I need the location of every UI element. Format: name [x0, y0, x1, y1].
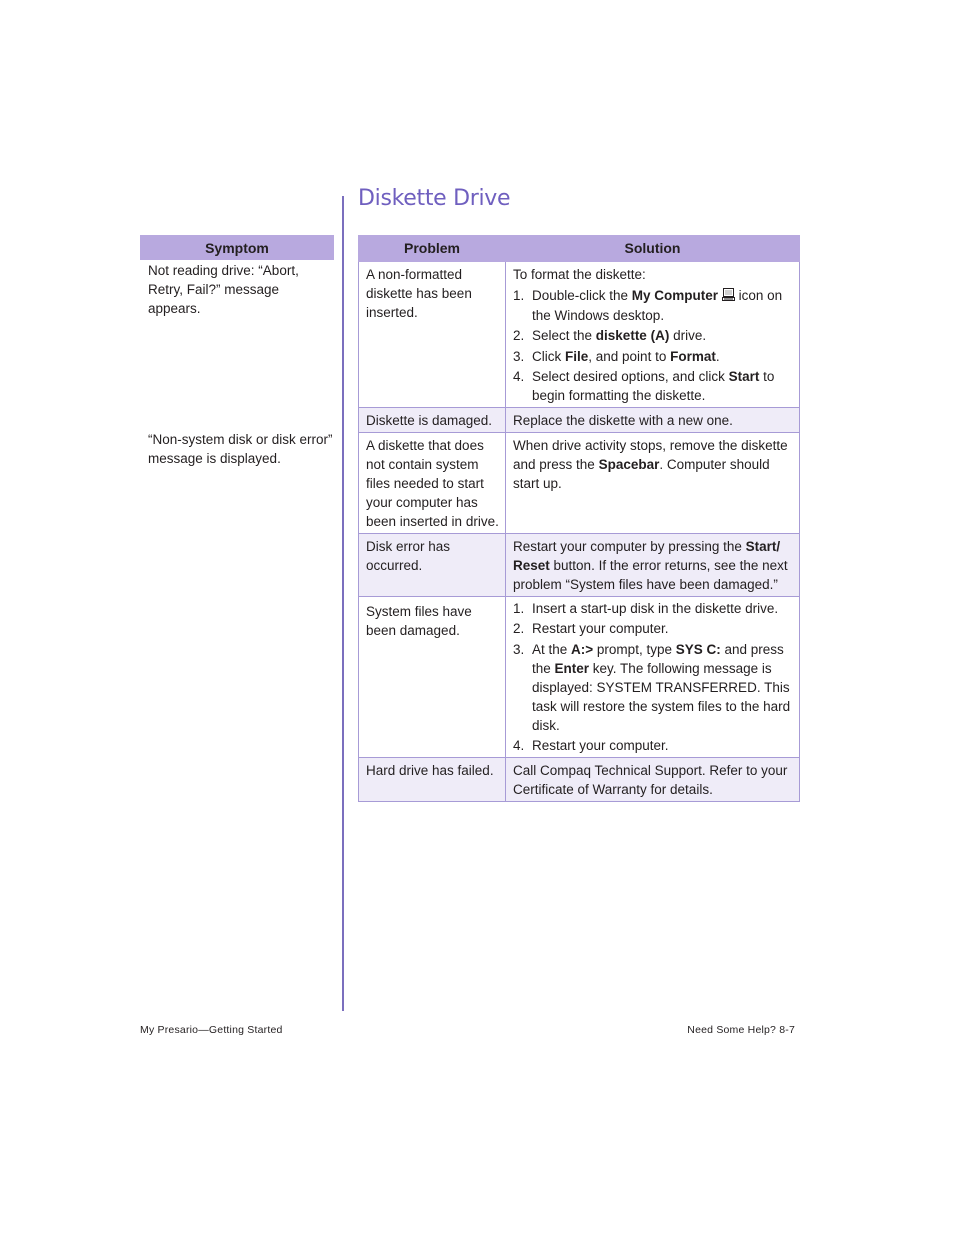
table-row	[359, 758, 800, 802]
table-row	[359, 534, 800, 597]
footer-page-number: Need Some Help? 8-7	[687, 1024, 795, 1036]
solution-column-header: Solution	[506, 236, 800, 262]
footer-left: My Presario—Getting Started	[140, 1024, 283, 1036]
problem-cell: Hard drive has failed.	[359, 758, 506, 802]
vertical-divider-line	[342, 196, 344, 1011]
solution-cell: When drive activity stops, remove the diskette and press the Spacebar. Computer should start up.	[506, 433, 800, 534]
solution-cell	[506, 262, 800, 408]
solution-intro: To format the diskette:	[513, 267, 646, 282]
table-row	[359, 597, 800, 758]
table-row	[359, 262, 800, 408]
symptom-2: “Non-system disk or disk error” message is displayed.	[148, 432, 333, 466]
list-item: 1. Insert a start-up disk in the diskette drive.	[513, 600, 779, 616]
list-item: 4. Restart your computer.	[513, 738, 669, 753]
symptom-column-header: Symptom	[140, 235, 334, 260]
solution-cell: Restart your computer by pressing the Start/ Reset button. If the error returns, see the next problem “System files have been damaged.”	[506, 534, 800, 597]
solution-steps	[513, 599, 793, 756]
problem-cell: System files have been damaged.	[359, 597, 506, 758]
symptom-1: Not reading drive: “Abort, Retry, Fail?” message appears.	[148, 263, 299, 316]
table-row	[359, 433, 800, 534]
problem-cell: Diskette is damaged.	[359, 408, 506, 433]
list-item: 2. Select the diskette (A) drive.	[513, 328, 707, 343]
list-item: 1. Double-click the My Computer icon on the Windows desktop.	[513, 287, 783, 323]
my-computer-icon	[722, 287, 735, 306]
page-title: Diskette Drive	[358, 186, 511, 211]
solution-cell	[506, 597, 800, 758]
problem-cell: A non-formatted diskette has been inserted.	[359, 262, 506, 408]
solution-steps	[513, 286, 793, 406]
troubleshooting-table	[358, 235, 800, 802]
list-item: 3. Click File, and point to Format.	[513, 348, 720, 364]
solution-cell: Call Compaq Technical Support. Refer to your Certificate of Warranty for details.	[506, 758, 800, 802]
list-item: 4. Select desired options, and click Start to begin formatting the diskette.	[513, 369, 775, 403]
solution-cell: Replace the diskette with a new one.	[506, 408, 800, 433]
problem-cell: Disk error has occurred.	[359, 534, 506, 597]
table-row	[359, 408, 800, 433]
list-item: 3. At the A:> prompt, type SYS C: and press the Enter key. The following message is displayed: SYSTEM TRANSFERRED. This task will restore the system files to the hard disk.	[513, 641, 791, 733]
problem-cell: A diskette that does not contain system files needed to start your computer has been inserted in drive.	[359, 433, 506, 534]
list-item: 2. Restart your computer.	[513, 621, 669, 636]
problem-column-header: Problem	[359, 236, 506, 262]
